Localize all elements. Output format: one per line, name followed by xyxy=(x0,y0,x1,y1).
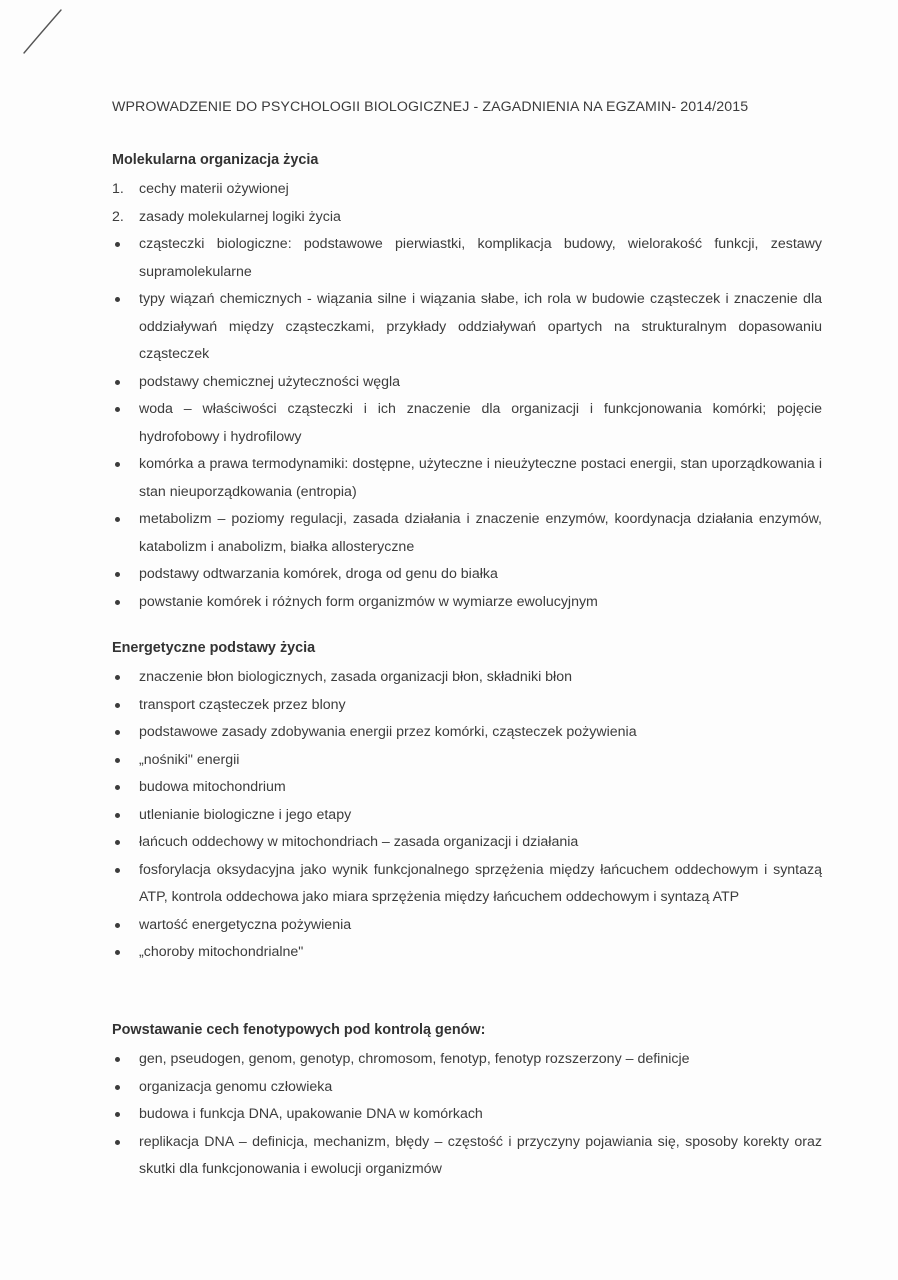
item-text: podstawy odtwarzania komórek, droga od genu do białka xyxy=(139,566,498,582)
item-text: cechy materii ożywionej xyxy=(139,181,289,197)
item-text: „nośniki" energii xyxy=(139,751,240,768)
bullet-icon xyxy=(115,517,120,522)
item-text: organizacja genomu człowieka xyxy=(139,1078,333,1095)
item-text: gen, pseudogen, genom, genotyp, chromosom, fenotyp, fenotyp rozszerzony – definicje xyxy=(139,1051,690,1067)
item-text: transport cząsteczek przez blony xyxy=(139,696,346,713)
bullet-list xyxy=(112,1046,822,1184)
section-energetic-foundations xyxy=(112,638,822,967)
list-item xyxy=(112,829,822,857)
bullet-list xyxy=(112,231,822,616)
list-item xyxy=(112,747,822,775)
pen-stroke-mark xyxy=(18,6,68,56)
list-item xyxy=(112,231,822,286)
section-molecular-organization xyxy=(112,150,822,616)
item-text: woda – właściwości cząsteczki i ich znaczenie dla organizacji i funkcjonowania komórki; pojęcie hydrofobowy i hydrofilowy xyxy=(139,401,822,445)
item-text: łańcuch oddechowy w mitochondriach – zasada organizacji i działania xyxy=(139,834,579,850)
bullet-icon xyxy=(115,813,120,818)
section-heading: Powstawanie cech fenotypowych pod kontrolą genów: xyxy=(112,1022,486,1038)
list-item xyxy=(112,506,822,561)
bullet-icon xyxy=(115,785,120,790)
item-text: komórka a prawa termodynamiki: dostępne, użyteczne i nieużyteczne postaci energii, stan uporządkowania i stan nieuporządkowania (entropia) xyxy=(139,456,822,500)
item-text: cząsteczki biologiczne: podstawowe pierwiastki, komplikacja budowy, wielorakość funkcji, zestawy supramolekularne xyxy=(139,236,822,280)
list-item xyxy=(112,692,822,720)
bullet-icon xyxy=(115,840,120,845)
item-text: budowa mitochondrium xyxy=(139,779,286,795)
bullet-icon xyxy=(115,297,120,302)
document-title: WPROWADZENIE DO PSYCHOLOGII BIOLOGICZNEJ - ZAGADNIENIA NA EGZAMIN- 2014/2015 xyxy=(112,99,749,115)
section-phenotype-genes xyxy=(112,1020,822,1184)
bullet-icon xyxy=(115,730,120,735)
list-item xyxy=(112,176,822,204)
list-item xyxy=(112,561,822,589)
item-text: typy wiązań chemicznych - wiązania silne i wiązania słabe, ich rola w budowie cząsteczek i znaczenie dla oddziaływań między cząsteczkami, przykłady oddziaływań opartych na strukturalnym dopasowaniu cząsteczek xyxy=(139,291,822,362)
list-item xyxy=(112,1129,822,1184)
bullet-icon xyxy=(115,572,120,577)
item-text: podstawy chemicznej użyteczności węgla xyxy=(139,373,401,390)
bullet-icon xyxy=(115,703,120,708)
bullet-icon xyxy=(115,600,120,605)
list-item xyxy=(112,396,822,451)
list-item xyxy=(112,286,822,369)
section-heading: Molekularna organizacja życia xyxy=(112,152,319,168)
list-item xyxy=(112,1074,822,1102)
list-item xyxy=(112,774,822,802)
list-item xyxy=(112,939,822,967)
item-text: powstanie komórek i różnych form organizmów w wymiarze ewolucyjnym xyxy=(139,593,598,610)
bullet-icon xyxy=(115,1140,120,1145)
list-item xyxy=(112,802,822,830)
item-text: podstawowe zasady zdobywania energii przez komórki, cząsteczek pożywienia xyxy=(139,724,637,740)
list-item xyxy=(112,912,822,940)
item-number: 2. xyxy=(112,208,124,225)
item-text: utlenianie biologiczne i jego etapy xyxy=(139,806,352,823)
bullet-icon xyxy=(115,1085,120,1090)
bullet-list xyxy=(112,664,822,967)
bullet-icon xyxy=(115,868,120,873)
list-item xyxy=(112,1046,822,1074)
item-text: wartość energetyczna pożywienia xyxy=(139,916,352,933)
item-text: „choroby mitochondrialne" xyxy=(139,944,304,960)
list-item xyxy=(112,719,822,747)
bullet-icon xyxy=(115,407,120,412)
list-item xyxy=(112,857,822,912)
bullet-icon xyxy=(115,675,120,680)
item-number: 1. xyxy=(112,181,124,197)
bullet-icon xyxy=(115,242,120,247)
item-text: replikacja DNA – definicja, mechanizm, błędy – częstość i przyczyny pojawiania się, sposoby korekty oraz skutki dla funkcjonowania i ewolucji organizmów xyxy=(139,1133,822,1177)
list-item xyxy=(112,589,822,617)
bullet-icon xyxy=(115,950,120,955)
bullet-icon xyxy=(115,923,120,928)
list-item xyxy=(112,204,822,232)
list-item xyxy=(112,369,822,397)
numbered-list xyxy=(112,176,822,231)
section-heading: Energetyczne podstawy życia xyxy=(112,640,316,656)
bullet-icon xyxy=(115,462,120,467)
bullet-icon xyxy=(115,1057,120,1062)
item-text: budowa i funkcja DNA, upakowanie DNA w komórkach xyxy=(139,1106,483,1122)
item-text: zasady molekularnej logiki życia xyxy=(139,208,341,225)
bullet-icon xyxy=(115,1112,120,1117)
bullet-icon xyxy=(115,758,120,763)
item-text: znaczenie błon biologicznych, zasada organizacji błon, składniki błon xyxy=(139,669,572,685)
bullet-icon xyxy=(115,380,120,385)
list-item xyxy=(112,451,822,506)
list-item xyxy=(112,1101,822,1129)
item-text: metabolizm – poziomy regulacji, zasada działania i znaczenie enzymów, koordynacja działania enzymów, katabolizm i anabolizm, białka allosteryczne xyxy=(139,511,822,555)
list-item xyxy=(112,664,822,692)
item-text: fosforylacja oksydacyjna jako wynik funkcjonalnego sprzężenia między łańcuchem oddechowym i syntazą ATP, kontrola oddechowa jako miara sprzężenia między łańcuchem oddechowym i syntazą ATP xyxy=(139,861,822,905)
